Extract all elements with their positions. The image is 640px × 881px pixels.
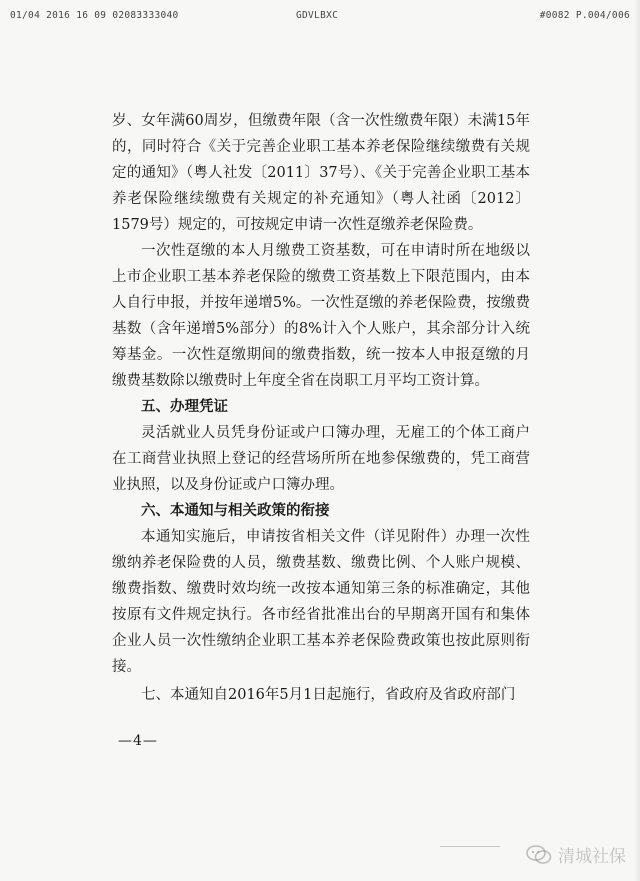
fax-sender-id: GDVLBXC [296, 10, 339, 21]
paragraph-documents: 灵活就业人员凭身份证或户口簿办理，无雇工的个体工商户在工商营业执照上登记的经营场所所在地参保缴费的，凭工商营业执照，以及身份证或户口簿办理。 [112, 425, 530, 493]
section-heading-documents: 五、办理凭证 [141, 398, 228, 415]
watermark [526, 842, 626, 867]
scan-edge-shadow [634, 0, 640, 881]
document-body [112, 108, 530, 708]
wechat-icon [526, 845, 552, 865]
paragraph-effective-date: 七、本通知自2016年5月1日起施行，省政府及省政府部门 [141, 687, 516, 703]
page-number: —4— [118, 733, 158, 749]
fax-header [0, 10, 640, 26]
watermark-divider [440, 846, 500, 847]
paragraph-connection: 本通知实施后，申请按省相关文件（详见附件）办理一次性缴纳养老保险费的人员，缴费基数、缴费比例、个人账户规模、缴费指数、缴费时效均统一改按本通知第三条的标准确定，其他按原有文件规定执行。各市经省批准出台的早期离开国有和集体企业人员一次性缴纳企业职工基本养老保险费政策也按此原则衔接。 [112, 529, 530, 675]
paragraph-contribution-base: 一次性趸缴的本人月缴费工资基数，可在申请时所在地级以上市企业职工基本养老保险的缴费工资基数上下限范围内，由本人自行申报，并按年递增5%。一次性趸缴的养老保险费，按缴费基数（含年递增5%部分）的8%计入个人账户，其余部分计入统筹基金。一次性趸缴期间的缴费指数，统一按本人申报趸缴的月缴费基数除以缴费时上年度全省在岗职工月平均工资计算。 [112, 243, 530, 389]
watermark-text: 清城社保 [558, 847, 626, 867]
section-heading-connection: 六、本通知与相关政策的衔接 [141, 502, 330, 519]
fax-timestamp: 01/04 2016 16 09 02083333040 [10, 10, 179, 21]
paragraph-continuation: 岁、女年满60周岁，但缴费年限（含一次性缴费年限）未满15年的，同时符合《关于完善企业职工基本养老保险继续缴费有关规定的通知》（粤人社发〔2011〕37号）、《关于完善企业职工基本养老保险继续缴费有关规定的补充通知》（粤人社函〔2012〕1579号）规定的，可按规定申请一次性趸缴养老保险费。 [112, 113, 530, 233]
fax-page-info: #0082 P.004/006 [539, 10, 630, 21]
